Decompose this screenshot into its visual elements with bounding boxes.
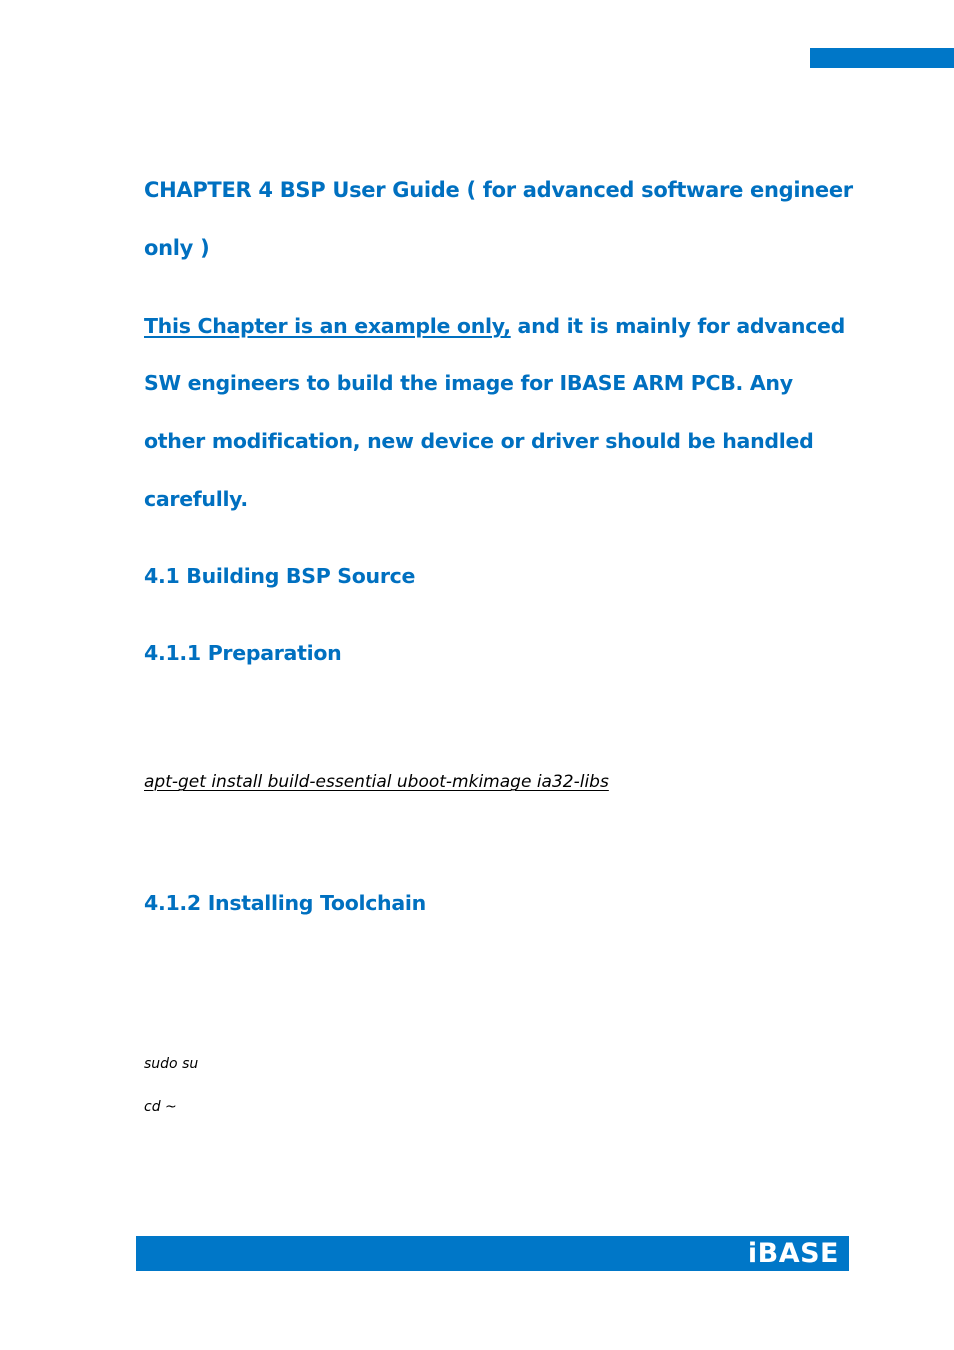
header-accent-bar [810,48,954,68]
ibase-logo: iBASE [747,1238,839,1269]
apt-get-command: apt-get install build-essential uboot-mkimage ia32-libs [144,772,609,792]
section-heading-4-1: 4.1 Building BSP Source [144,564,416,588]
section-heading-4-1-2: 4.1.2 Installing Toolchain [144,891,426,915]
chapter-title-line-1: CHAPTER 4 BSP User Guide ( for advanced software engineer [144,178,853,202]
footer-bar [136,1236,849,1271]
sudo-command: sudo su [144,1056,199,1072]
section-heading-4-1-1: 4.1.1 Preparation [144,641,342,665]
cd-command: cd ~ [144,1099,177,1115]
notice-line-2: SW engineers to build the image for IBASE ARM PCB. Any [144,371,793,395]
notice-line-1-rest: and it is mainly for advanced [510,314,846,338]
notice-line-3: other modification, new device or driver should be handled [144,429,814,453]
notice-line-4: carefully. [144,487,248,511]
chapter-title-line-2: only ) [144,236,210,260]
notice-line-1 [144,314,845,338]
notice-underlined-text: This Chapter is an example only, [144,314,511,338]
